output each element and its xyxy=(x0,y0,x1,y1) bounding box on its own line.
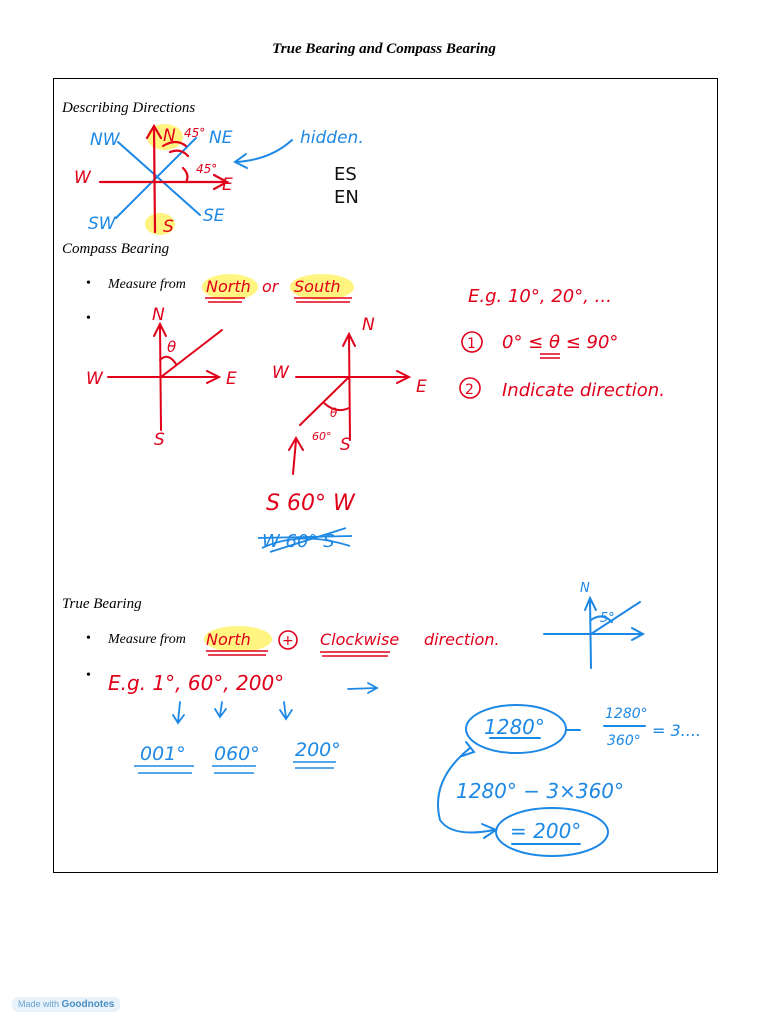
tb-underlines xyxy=(206,651,390,656)
bullet-dot: • xyxy=(86,311,91,326)
mini-bearing-labels xyxy=(580,581,615,626)
page-title: True Bearing and Compass Bearing xyxy=(272,41,496,57)
bullet-dot: • xyxy=(86,668,91,683)
made-with-text: Made with xyxy=(18,999,60,1009)
label-n: N xyxy=(163,126,176,146)
d1-theta: θ xyxy=(167,338,177,356)
compass-bullet-text: Measure from xyxy=(108,277,186,292)
label-es: ES xyxy=(334,164,357,185)
crossed-out-answer xyxy=(258,528,352,552)
rule2: Indicate direction. xyxy=(502,380,665,401)
word-north: North xyxy=(206,277,251,296)
d1-n: N xyxy=(152,305,165,325)
label-45-top: 45° xyxy=(184,126,206,140)
mini-angle: 5° xyxy=(600,611,615,626)
fraction-den: 360° xyxy=(607,733,641,749)
label-sw: SW xyxy=(88,214,116,234)
highlight-marks xyxy=(145,124,354,652)
mini-bearing-diagram xyxy=(544,598,643,668)
label-ne: NE xyxy=(209,128,233,148)
fraction-result: = 3.... xyxy=(652,721,702,740)
d1-e: E xyxy=(226,369,237,389)
rule1: 0° ≤ θ ≤ 90° xyxy=(502,332,619,353)
true-bullet1-words xyxy=(206,630,500,649)
heading-compass-bearing: Compass Bearing xyxy=(62,241,170,257)
d2-e: E xyxy=(416,377,427,397)
heading-describing-directions: Describing Directions xyxy=(62,100,196,116)
tb-direction: direction. xyxy=(424,630,500,649)
goodnotes-badge xyxy=(12,997,120,1012)
word-south: South xyxy=(294,277,341,296)
tb-plus: + xyxy=(282,633,294,649)
crossed-text: W 60° S xyxy=(262,531,335,552)
hidden-arrow xyxy=(235,140,292,168)
tb-eg: E.g. 1°, 60°, 200° xyxy=(108,671,285,695)
compass-diagram-2-labels xyxy=(266,315,427,516)
compass-eg: E.g. 10°, 20°, ... xyxy=(468,286,612,307)
fraction-num: 1280° xyxy=(605,706,648,722)
goodnotes-brand: Goodnotes xyxy=(61,999,115,1010)
result-060: 060° xyxy=(214,743,260,765)
d2-angle: 60° xyxy=(312,430,332,443)
label-45-mid: 45° xyxy=(196,162,218,176)
calc-expression: 1280° − 3×360° xyxy=(456,779,625,803)
compass-diagram-1 xyxy=(108,324,222,430)
d1-s: S xyxy=(154,430,165,450)
heading-true-bearing: True Bearing xyxy=(62,596,142,612)
bullet-dot: • xyxy=(86,631,91,646)
result-200: 200° xyxy=(295,739,341,761)
label-s: S xyxy=(163,217,174,237)
result-001: 001° xyxy=(140,743,186,765)
big-angle-text xyxy=(456,706,701,843)
label-en: EN xyxy=(334,187,359,208)
label-e: E xyxy=(222,175,233,195)
label-w: W xyxy=(74,168,91,188)
d2-w: W xyxy=(272,363,289,383)
compass-answer: S 60° W xyxy=(266,491,355,516)
rule1-number: 1 xyxy=(467,336,476,352)
calc-result: = 200° xyxy=(510,819,582,843)
compass-rules xyxy=(460,286,665,401)
d2-s: S xyxy=(340,435,351,455)
label-hidden: hidden. xyxy=(300,128,364,148)
label-se: SE xyxy=(203,206,225,226)
mini-n: N xyxy=(580,581,590,596)
big-angle: 1280° xyxy=(484,715,545,739)
tb-clockwise: Clockwise xyxy=(320,630,400,649)
rule1-underline xyxy=(540,354,560,358)
rule2-number: 2 xyxy=(465,382,474,398)
label-nw: NW xyxy=(90,130,120,150)
underlines-compass xyxy=(205,298,352,302)
bullet-dot: • xyxy=(86,276,91,291)
word-or: or xyxy=(262,277,279,296)
compass-bullet1-words xyxy=(206,277,341,296)
d2-theta: θ xyxy=(330,406,338,420)
true-bearing-bullet-text: Measure from xyxy=(108,632,186,647)
example-results xyxy=(140,739,341,765)
tb-north: North xyxy=(206,630,251,649)
d2-n: N xyxy=(362,315,375,335)
d1-w: W xyxy=(86,369,103,389)
